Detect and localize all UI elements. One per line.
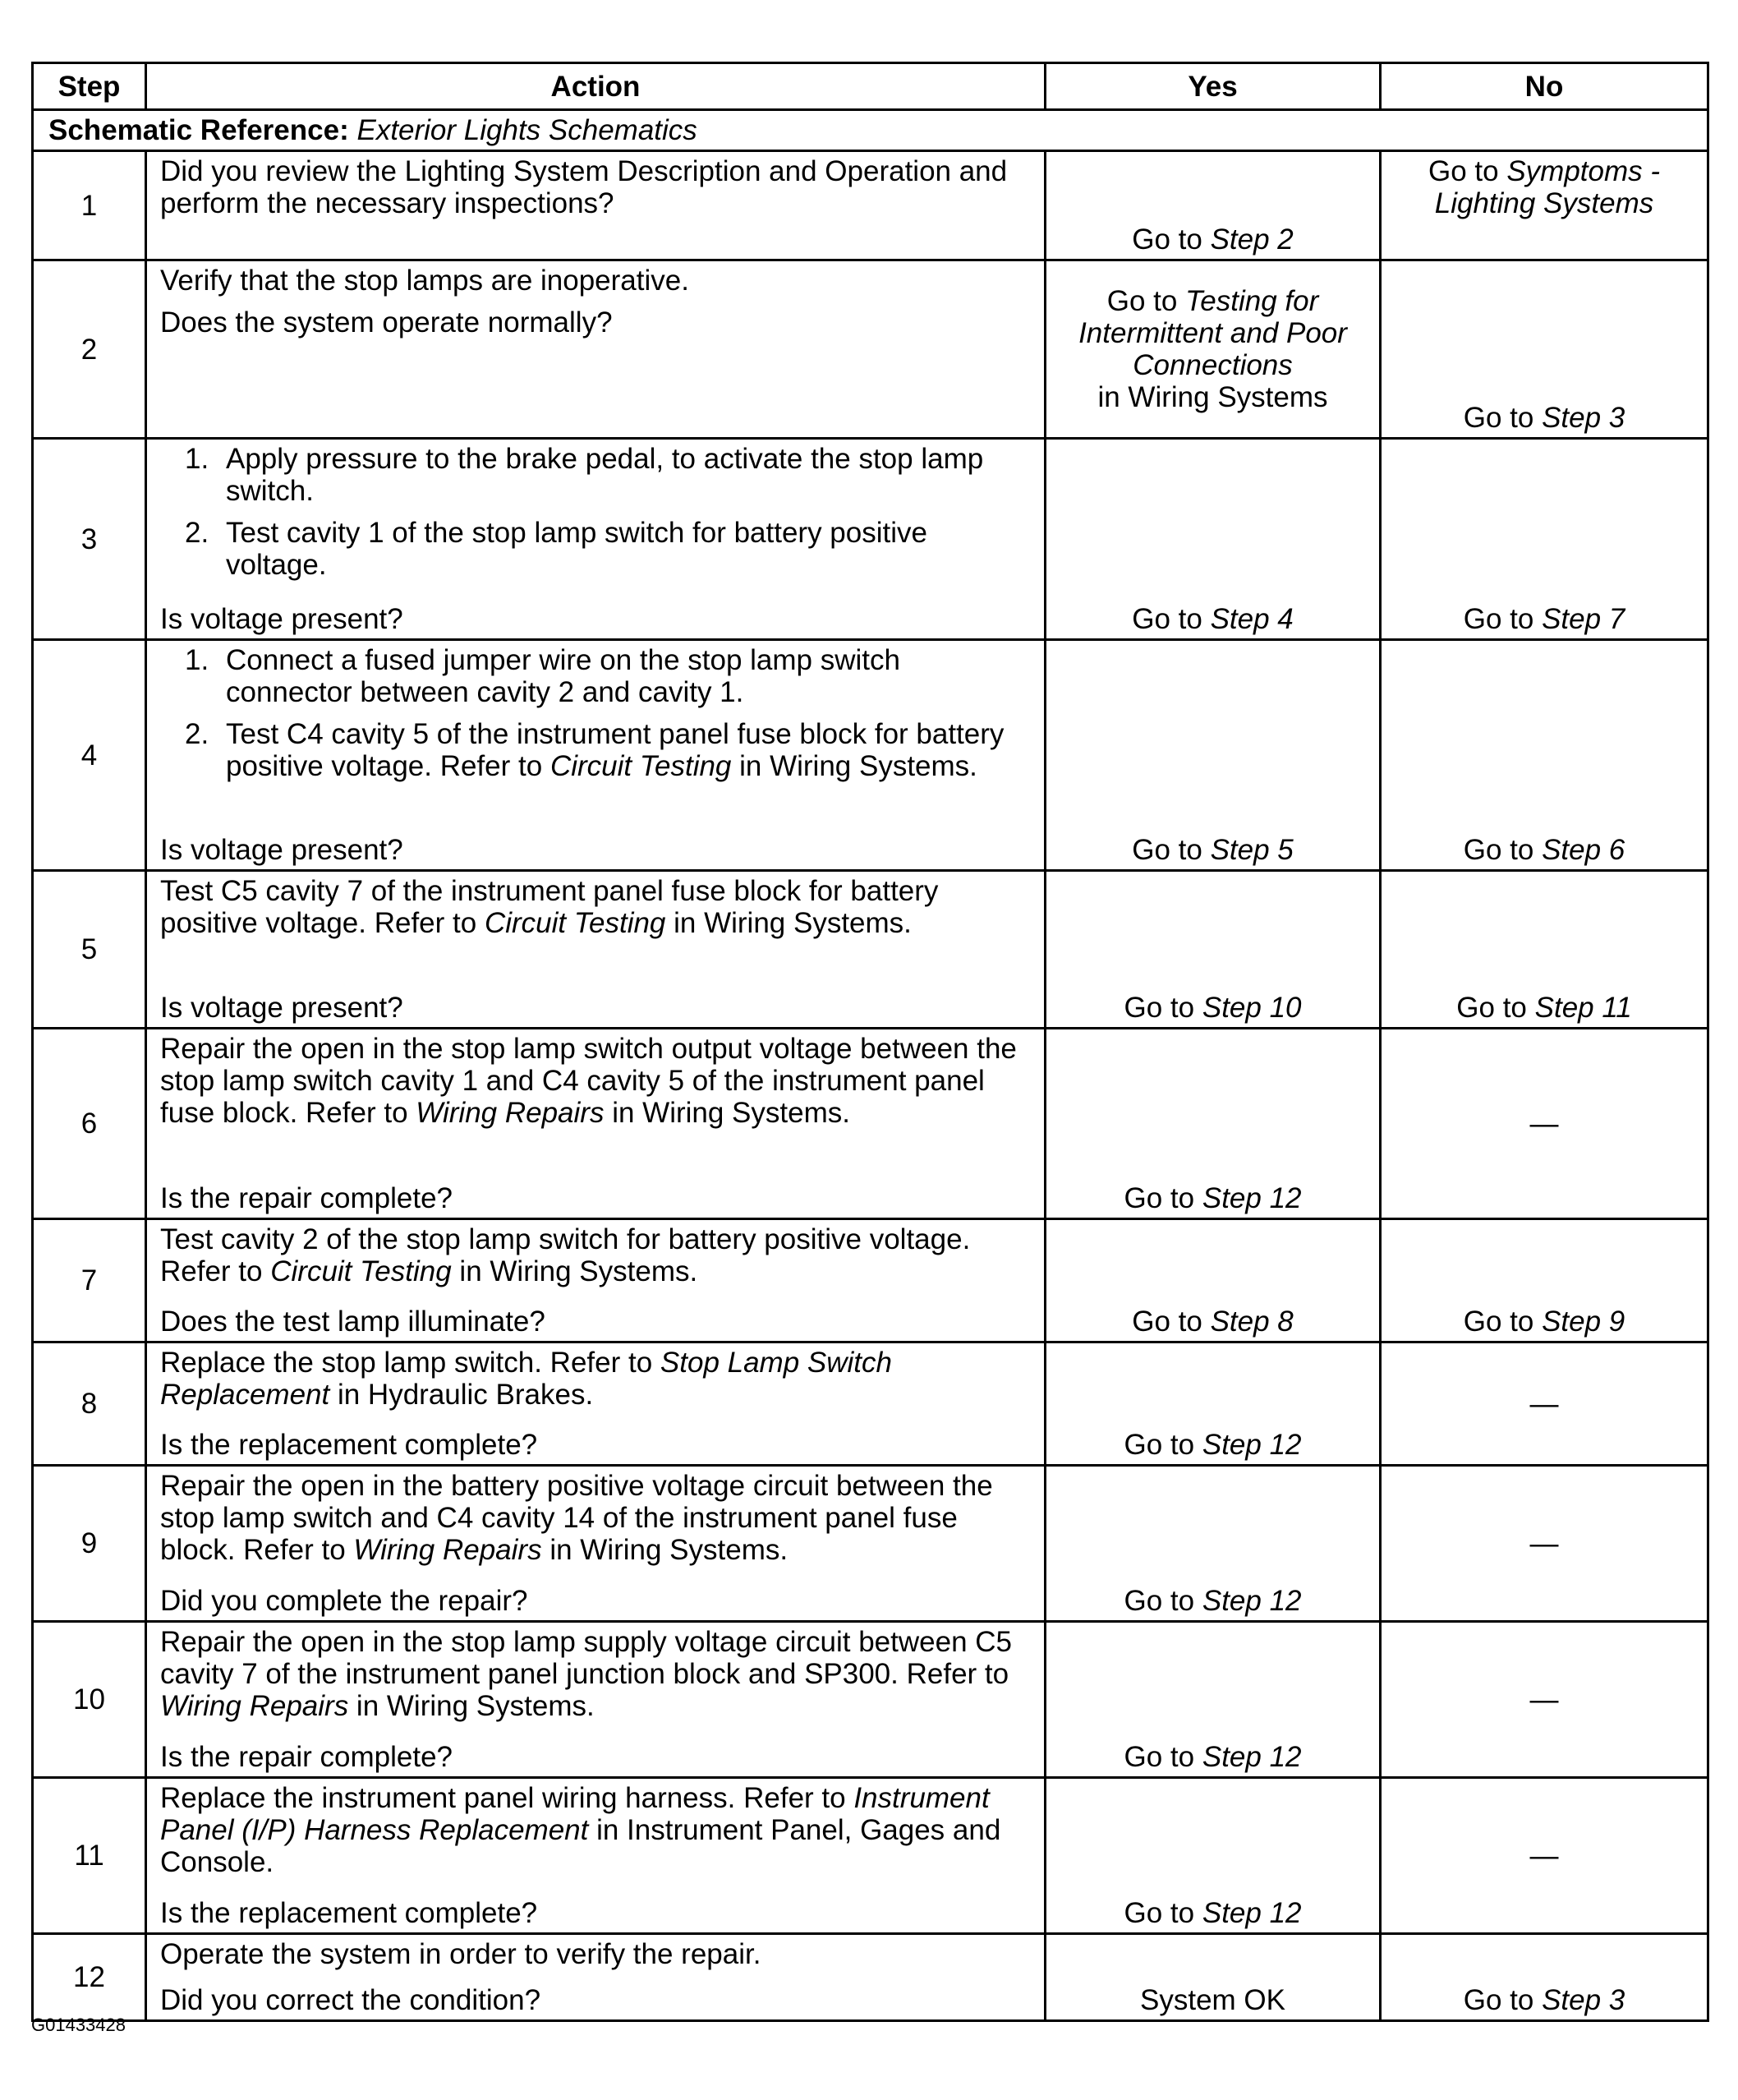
action-text: Test cavity 2 of the stop lamp switch for battery positive voltage. Refer to	[160, 1223, 971, 1287]
action-text: Test cavity 1 of the stop lamp switch for battery positive voltage.	[226, 517, 927, 581]
action-text-suffix: in Wiring Systems.	[451, 1255, 698, 1287]
list-number: 1.	[185, 644, 209, 676]
header-step: Step	[33, 63, 146, 110]
result-prefix: Go to	[1124, 1741, 1195, 1773]
no-cell	[1381, 1622, 1708, 1778]
header-action: Action	[146, 63, 1046, 110]
yes-cell	[1046, 151, 1381, 260]
action-list-item	[160, 644, 1031, 708]
result-reference-link[interactable]: Step 11	[1534, 992, 1632, 1024]
result-prefix: Go to	[1132, 223, 1202, 256]
step-row	[33, 1466, 1708, 1622]
action-cell	[146, 640, 1046, 871]
result-prefix: Go to	[1124, 1182, 1195, 1214]
step-row	[33, 640, 1708, 871]
result-reference-link[interactable]: Step 4	[1210, 603, 1294, 635]
result-goto	[1046, 1306, 1379, 1338]
step-number: 2	[33, 260, 146, 439]
result-goto	[1046, 1897, 1379, 1929]
result-goto	[1382, 992, 1707, 1024]
step-number: 5	[33, 871, 146, 1029]
action-list-item	[160, 517, 1031, 581]
list-number: 1.	[185, 443, 209, 475]
step-number: 11	[33, 1778, 146, 1934]
result-prefix: Go to	[1428, 155, 1499, 187]
action-text: Replace the instrument panel wiring harness. Refer to	[160, 1782, 854, 1814]
action-steps-list	[160, 644, 1031, 782]
action-question: Did you correct the condition?	[160, 1984, 541, 2016]
action-question: Is the replacement complete?	[160, 1429, 538, 1461]
action-cell	[146, 1219, 1046, 1342]
result-goto	[1046, 834, 1379, 866]
no-cell	[1381, 439, 1708, 640]
action-text: Apply pressure to the brake pedal, to activate the stop lamp switch.	[226, 443, 984, 507]
step-number: 6	[33, 1029, 146, 1219]
no-cell	[1381, 640, 1708, 871]
action-reference-link[interactable]: Circuit Testing	[270, 1255, 452, 1287]
result-reference-link[interactable]: Step 12	[1202, 1741, 1302, 1773]
result-prefix: Go to	[1463, 402, 1534, 434]
action-paragraph	[160, 1223, 1031, 1287]
step-row	[33, 1219, 1708, 1342]
result-prefix: Go to	[1463, 1306, 1534, 1338]
action-text-suffix: in Wiring Systems.	[541, 1534, 789, 1566]
step-number: 7	[33, 1219, 146, 1342]
action-paragraph	[160, 1470, 1031, 1566]
list-number: 2.	[185, 718, 209, 750]
action-reference-link[interactable]: Stop Lamp Switch Replacement	[160, 1347, 892, 1411]
step-row	[33, 1029, 1708, 1219]
action-text: Operate the system in order to verify the repair.	[160, 1938, 761, 1970]
step-row	[33, 260, 1708, 439]
action-cell	[146, 151, 1046, 260]
result-goto	[1046, 1741, 1379, 1773]
result-prefix: Go to	[1124, 992, 1195, 1024]
action-list-item	[160, 443, 1031, 507]
step-number: 3	[33, 439, 146, 640]
header-no: No	[1381, 63, 1708, 110]
result-goto	[1382, 603, 1707, 635]
step-number: 1	[33, 151, 146, 260]
step-row	[33, 1778, 1708, 1934]
no-cell	[1381, 1029, 1708, 1219]
no-cell	[1381, 871, 1708, 1029]
action-cell	[146, 1934, 1046, 2021]
result-reference-link[interactable]: Step 2	[1210, 223, 1294, 256]
action-question: Does the test lamp illuminate?	[160, 1306, 545, 1338]
result-goto	[1046, 223, 1379, 256]
no-dash: —	[1529, 1683, 1559, 1715]
action-cell	[146, 439, 1046, 640]
result-goto	[1046, 1182, 1379, 1214]
action-question: Did you complete the repair?	[160, 1585, 528, 1617]
action-reference-link[interactable]: Wiring Repairs	[353, 1534, 542, 1566]
action-text: Does the system operate normally?	[160, 306, 613, 338]
result-goto	[1382, 1306, 1707, 1338]
action-text: Repair the open in the stop lamp switch output voltage between the stop lamp switch cavity 1 and C4 cavity 5 of the instrument panel fuse block. Refer to	[160, 1033, 1017, 1129]
action-paragraph	[160, 306, 1031, 338]
action-text: Test C4 cavity 5 of the instrument panel fuse block for battery positive voltage. Refer to	[226, 718, 1005, 782]
step-row	[33, 1934, 1708, 2021]
no-cell	[1381, 260, 1708, 439]
yes-cell	[1046, 640, 1381, 871]
result-reference-link[interactable]: Step 8	[1210, 1306, 1294, 1338]
yes-cell	[1046, 260, 1381, 439]
action-text-suffix: in Wiring Systems.	[604, 1097, 850, 1129]
result-goto	[1051, 285, 1374, 413]
action-cell	[146, 1778, 1046, 1934]
schematic-reference-row	[33, 110, 1708, 151]
yes-cell	[1046, 439, 1381, 640]
result-prefix: Go to	[1124, 1429, 1195, 1461]
action-question: Is the repair complete?	[160, 1741, 453, 1773]
no-cell	[1381, 1934, 1708, 2021]
action-cell	[146, 1029, 1046, 1219]
result-text: System OK	[1140, 1984, 1285, 2016]
action-paragraph	[160, 1938, 1031, 1970]
result-reference-link[interactable]: Step 12	[1202, 1585, 1302, 1617]
result-goto	[1046, 1585, 1379, 1617]
action-text-suffix: in Hydraulic Brakes.	[329, 1379, 594, 1411]
header-row	[33, 63, 1708, 110]
action-reference-link[interactable]: Wiring Repairs	[160, 1690, 349, 1722]
result-prefix: Go to	[1106, 285, 1178, 317]
schematic-reference-value: Exterior Lights Schematics	[356, 114, 697, 146]
result-goto	[1382, 834, 1707, 866]
yes-cell	[1046, 1778, 1381, 1934]
step-number: 12	[33, 1934, 146, 2021]
no-dash: —	[1529, 1840, 1559, 1872]
result-reference-link[interactable]: Step 9	[1542, 1306, 1625, 1338]
action-reference-link[interactable]: Circuit Testing	[549, 750, 732, 782]
result-prefix: Go to	[1463, 603, 1534, 635]
action-text-suffix: in Wiring Systems.	[348, 1690, 595, 1722]
result-prefix: Go to	[1463, 1984, 1534, 2016]
yes-cell	[1046, 1934, 1381, 2021]
table-body	[33, 110, 1708, 2021]
action-text: Replace the stop lamp switch. Refer to	[160, 1347, 660, 1379]
no-dash: —	[1529, 1108, 1559, 1140]
action-cell	[146, 1466, 1046, 1622]
no-cell	[1381, 1778, 1708, 1934]
action-paragraph	[160, 265, 1031, 297]
header-yes: Yes	[1046, 63, 1381, 110]
result-reference-link[interactable]: Step 12	[1202, 1897, 1302, 1929]
step-row	[33, 871, 1708, 1029]
yes-cell	[1046, 1219, 1381, 1342]
result-prefix: Go to	[1132, 603, 1202, 635]
action-list-item	[160, 718, 1031, 782]
action-reference-link[interactable]: Wiring Repairs	[416, 1097, 605, 1129]
result-prefix: Go to	[1456, 992, 1527, 1024]
action-question: Is the repair complete?	[160, 1182, 453, 1214]
result-reference-link[interactable]: Step 10	[1202, 992, 1302, 1024]
result-goto	[1046, 603, 1379, 635]
result-prefix: Go to	[1124, 1585, 1195, 1617]
result-goto	[1046, 992, 1379, 1024]
action-paragraph	[160, 875, 1031, 939]
schematic-reference-cell	[33, 110, 1708, 151]
diagnostic-table	[31, 62, 1709, 2022]
result-suffix: in Wiring Systems	[1097, 381, 1328, 413]
yes-cell	[1046, 1466, 1381, 1622]
result-reference-link[interactable]: Step 3	[1542, 402, 1625, 434]
result-goto	[1046, 1429, 1379, 1461]
action-text: Repair the open in the stop lamp supply voltage circuit between C5 cavity 7 of the instrument panel junction block and SP300. Refer to	[160, 1626, 1012, 1690]
step-row	[33, 439, 1708, 640]
no-cell	[1381, 151, 1708, 260]
action-question: Is voltage present?	[160, 834, 403, 866]
result-reference-link[interactable]: Step 6	[1542, 834, 1625, 866]
result-reference-link[interactable]: Step 5	[1210, 834, 1294, 866]
no-cell	[1381, 1219, 1708, 1342]
action-cell	[146, 260, 1046, 439]
step-number: 8	[33, 1342, 146, 1466]
action-question: Is the replacement complete?	[160, 1897, 538, 1929]
no-dash: —	[1529, 1388, 1559, 1420]
action-text-suffix: in Instrument Panel, Gages and Console.	[160, 1814, 1001, 1878]
step-row	[33, 151, 1708, 260]
step-number: 10	[33, 1622, 146, 1778]
result-reference-link[interactable]: Step 3	[1542, 1984, 1625, 2016]
action-text: Test C5 cavity 7 of the instrument panel fuse block for battery positive voltage. Refer to	[160, 875, 939, 939]
result-prefix: Go to	[1124, 1897, 1195, 1929]
no-dash: —	[1529, 1527, 1559, 1559]
result-prefix: Go to	[1132, 1306, 1202, 1338]
no-cell	[1381, 1466, 1708, 1622]
result-prefix: Go to	[1132, 834, 1202, 866]
action-paragraph	[160, 1782, 1031, 1878]
result-reference-link[interactable]: Step 12	[1202, 1429, 1302, 1461]
yes-cell	[1046, 1622, 1381, 1778]
action-reference-link[interactable]: Circuit Testing	[484, 907, 666, 939]
action-text-suffix: in Wiring Systems.	[731, 750, 977, 782]
step-number: 4	[33, 640, 146, 871]
result-goto	[1382, 1984, 1707, 2016]
result-goto	[1386, 155, 1702, 219]
action-reference-link[interactable]: Instrument Panel (I/P) Harness Replacement	[160, 1782, 990, 1846]
action-paragraph	[160, 1626, 1031, 1722]
action-steps-list	[160, 443, 1031, 581]
no-cell	[1381, 1342, 1708, 1466]
result-reference-link[interactable]: Step 7	[1542, 603, 1625, 635]
result-prefix: Go to	[1463, 834, 1534, 866]
yes-cell	[1046, 1342, 1381, 1466]
list-number: 2.	[185, 517, 209, 549]
action-question: Is voltage present?	[160, 603, 403, 635]
schematic-reference-label: Schematic Reference:	[48, 114, 349, 146]
step-row	[33, 1622, 1708, 1778]
action-cell	[146, 871, 1046, 1029]
result-reference-link[interactable]: Step 12	[1202, 1182, 1302, 1214]
action-paragraph	[160, 155, 1031, 219]
action-cell	[146, 1622, 1046, 1778]
result-reference-link[interactable]: Symptoms - Lighting Systems	[1434, 155, 1661, 219]
action-text: Did you review the Lighting System Description and Operation and perform the necessary inspections?	[160, 155, 1008, 219]
step-number: 9	[33, 1466, 146, 1622]
action-text: Verify that the stop lamps are inoperative.	[160, 265, 689, 297]
figure-id: G01433428	[31, 2015, 126, 2035]
action-paragraph	[160, 1347, 1031, 1411]
result-reference-link[interactable]: Testing for Intermittent and Poor Connections	[1078, 285, 1347, 381]
step-row	[33, 1342, 1708, 1466]
action-paragraph	[160, 1033, 1031, 1129]
result-goto	[1382, 402, 1707, 434]
action-question: Is voltage present?	[160, 992, 403, 1024]
action-text: Repair the open in the battery positive voltage circuit between the stop lamp switch and C4 cavity 14 of the instrument panel fuse block. Refer to	[160, 1470, 993, 1566]
action-text-suffix: in Wiring Systems.	[665, 907, 912, 939]
action-text: Connect a fused jumper wire on the stop lamp switch connector between cavity 2 and cavity 1.	[226, 644, 900, 708]
yes-cell	[1046, 871, 1381, 1029]
action-cell	[146, 1342, 1046, 1466]
yes-cell	[1046, 1029, 1381, 1219]
